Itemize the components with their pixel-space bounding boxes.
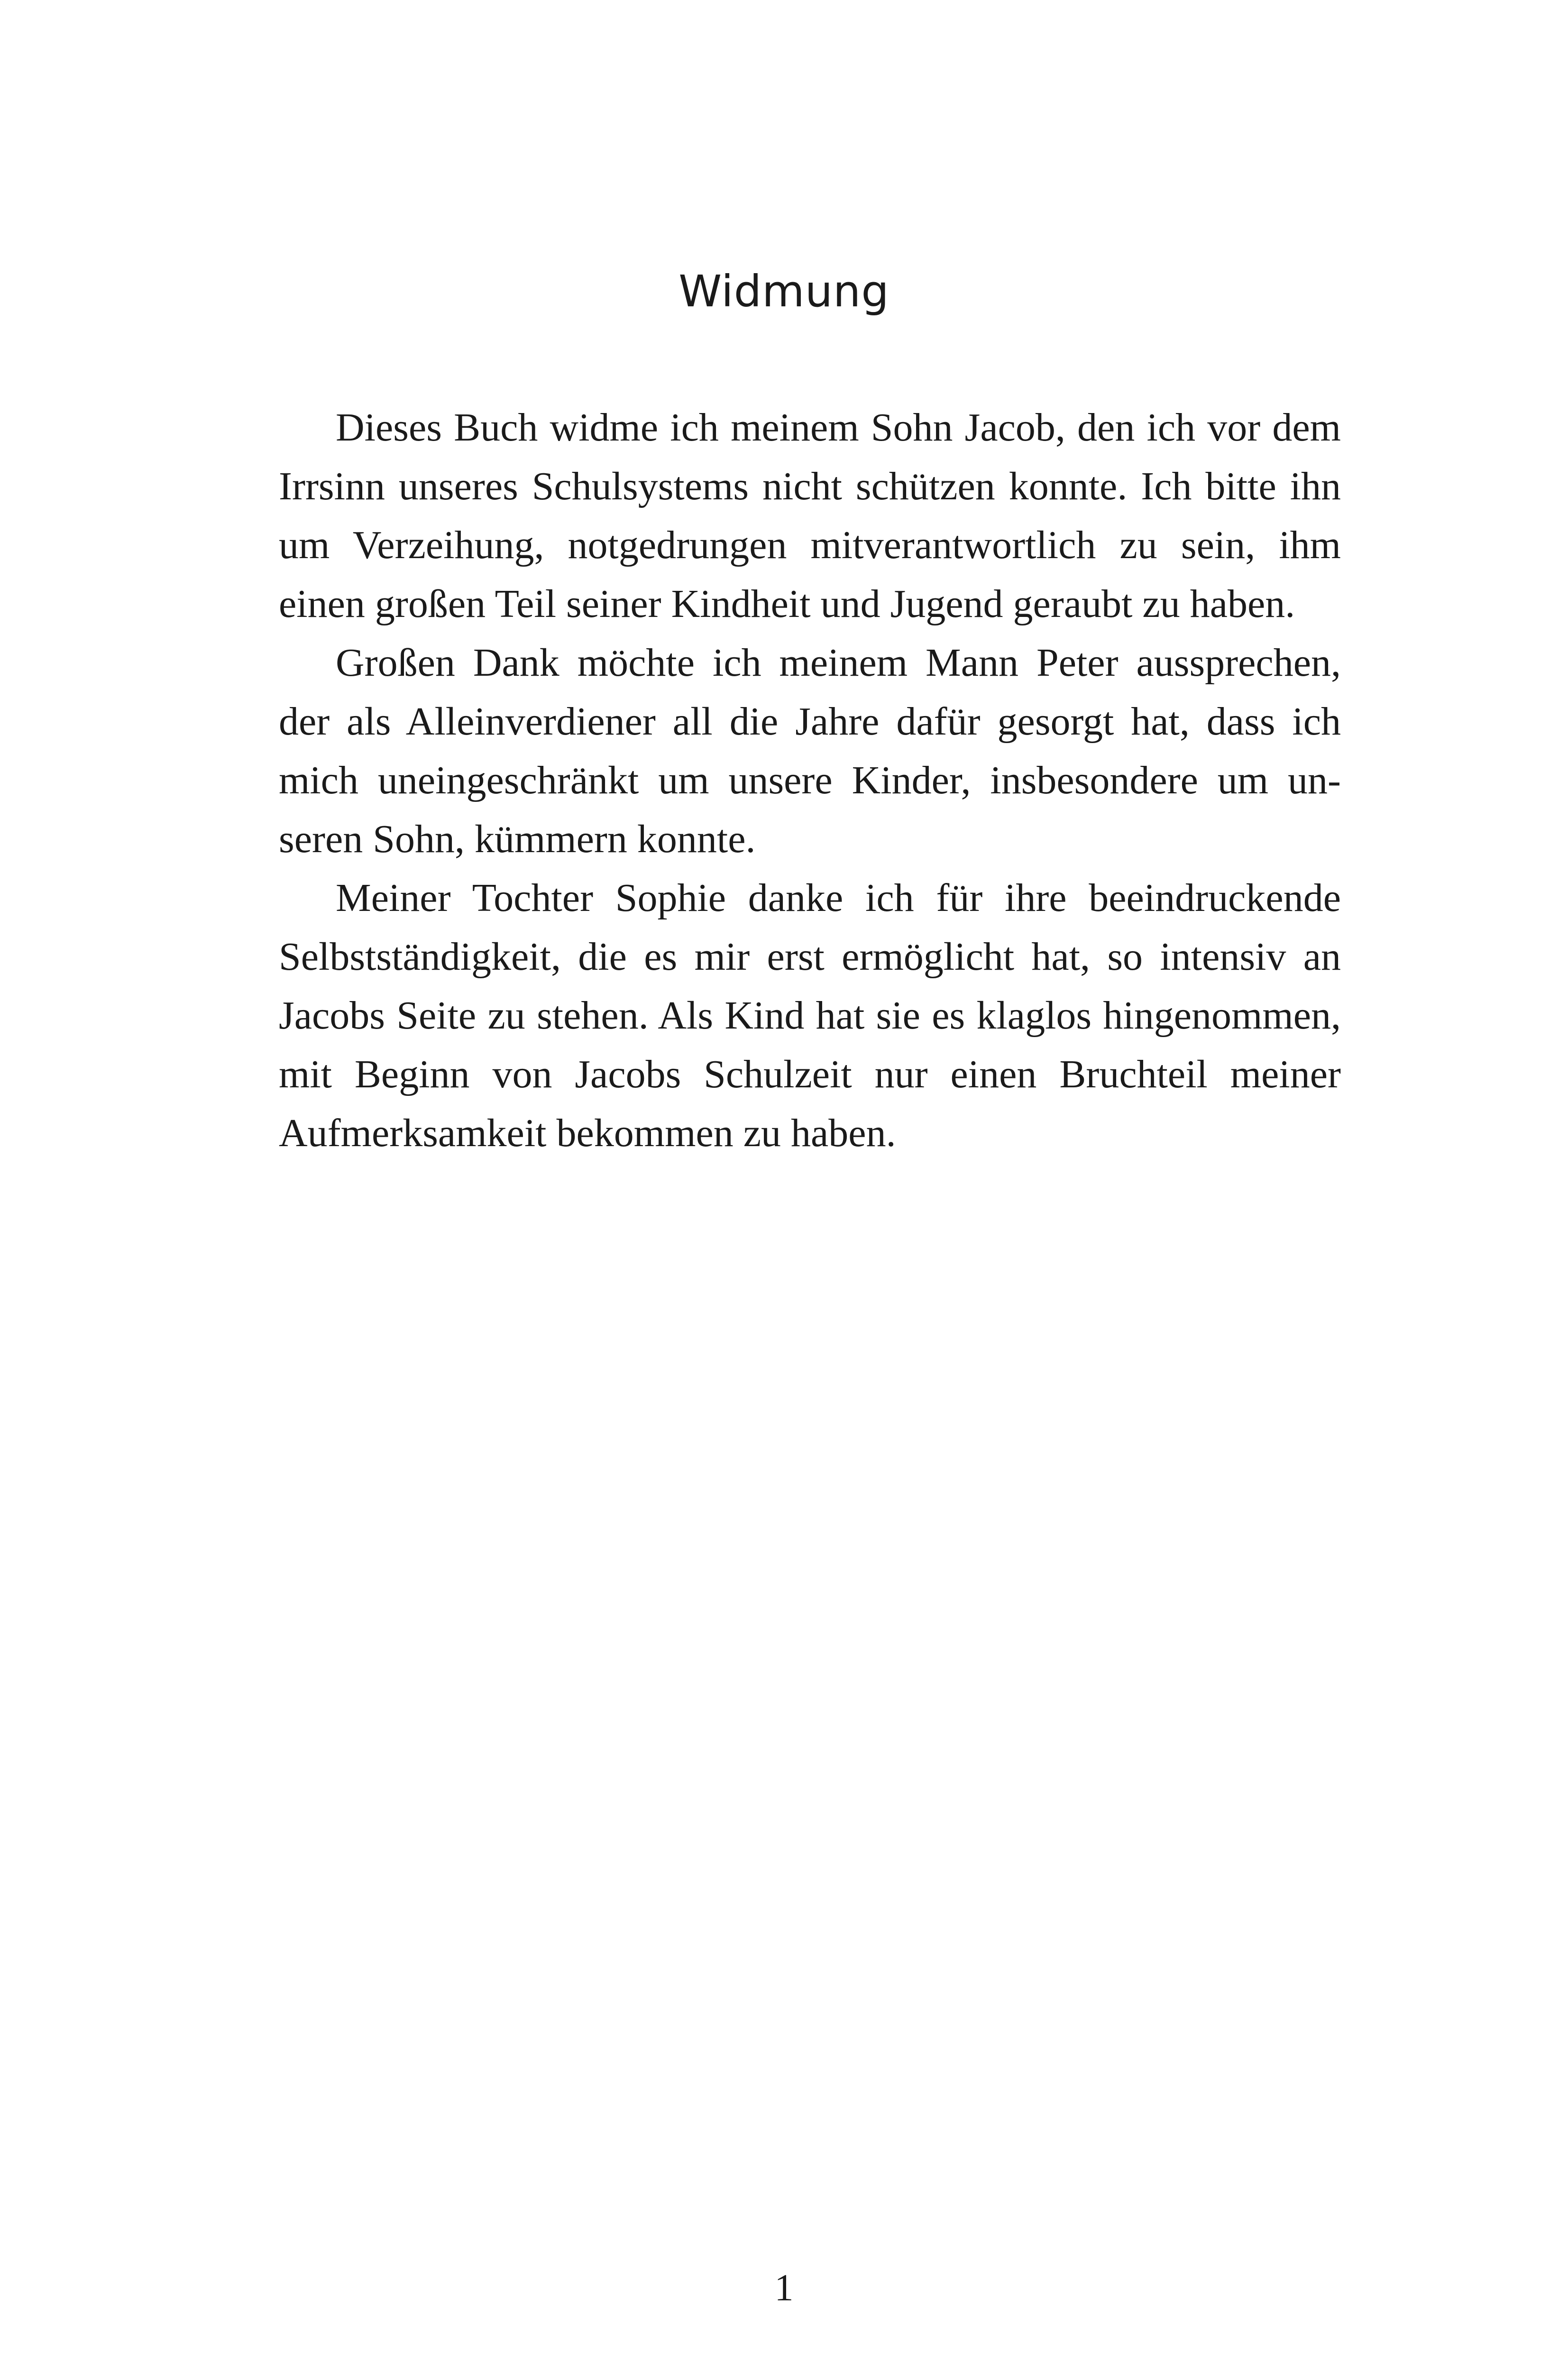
dedication-paragraph-2: Großen Dank möchte ich meinem Mann Peter aussprechen, der als Alleinverdiener all die Jahre dafür gesorgt hat, dass ich mich uneingeschränkt um unsere Kinder, insbesondere um unseren Sohn, kümmern konnte. [279, 641, 1341, 861]
page-number: 1 [774, 2267, 794, 2309]
dedication-paragraph-1: Dieses Buch widme ich meinem Sohn Jacob, den ich vor dem Irrsinn unseres Schulsystems nicht schützen konnte. Ich bitte ihn um Verzeihung, notgedrungen mitverantwortlich zu sein, ihm einen großen Teil seiner Kindheit und Jugend geraubt zu haben. [279, 405, 1341, 626]
page-title: Widmung [679, 266, 889, 317]
dedication-paragraph-3: Meiner Tochter Sophie danke ich für ihre beeindruckende Selbstständigkeit, die es mir erst ermöglicht hat, so intensiv an Jacobs Seite zu stehen. Als Kind hat sie es klaglos hingenommen, mit Beginn von Jacobs Schulzeit nur einen Bruchteil meiner Aufmerksamkeit bekommen zu haben. [279, 876, 1341, 1155]
dedication-text [279, 398, 1341, 1163]
